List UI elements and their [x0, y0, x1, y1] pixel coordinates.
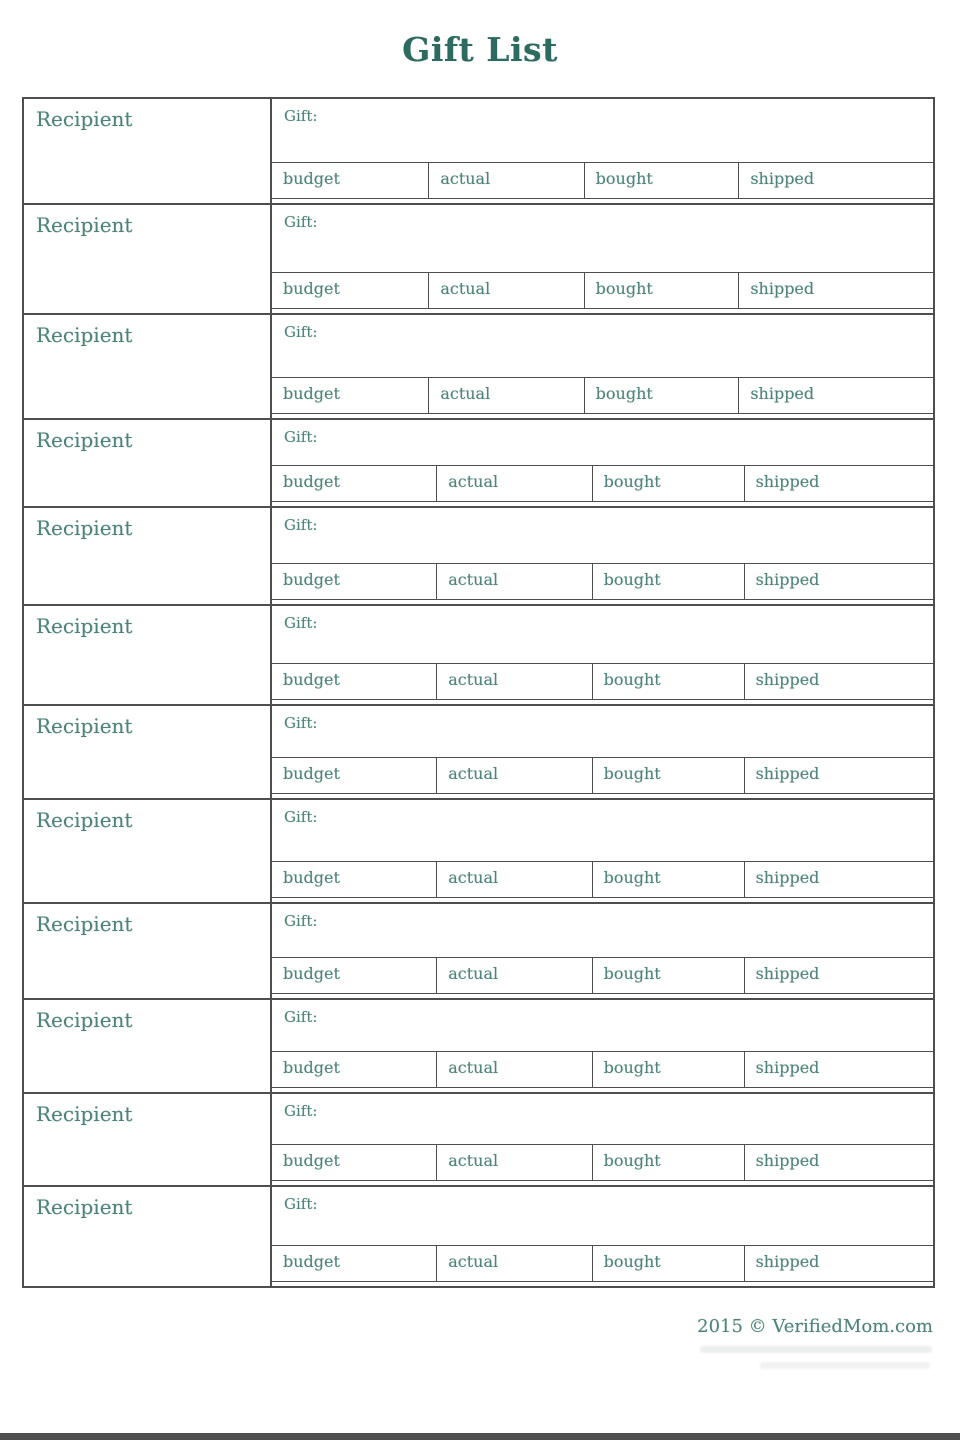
recipient-label: Recipient — [36, 1008, 133, 1032]
actual-label: actual — [448, 670, 499, 689]
subrow — [272, 861, 933, 898]
shipped-cell — [745, 466, 933, 501]
bought-cell — [585, 378, 740, 413]
actual-cell — [437, 758, 592, 793]
shipped-label: shipped — [755, 764, 820, 783]
table-row — [24, 313, 933, 418]
gift-label: Gift: — [284, 1008, 318, 1026]
gift-cell — [272, 606, 933, 663]
gift-label: Gift: — [284, 614, 318, 632]
shipped-cell — [745, 664, 933, 699]
gift-label: Gift: — [284, 323, 318, 341]
table-row — [24, 704, 933, 798]
table-row — [24, 1092, 933, 1185]
shipped-label: shipped — [750, 384, 815, 403]
budget-cell — [272, 958, 437, 993]
bought-label: bought — [595, 169, 653, 188]
recipient-cell — [24, 315, 272, 418]
bought-label: bought — [603, 670, 661, 689]
actual-label: actual — [448, 1058, 499, 1077]
bought-cell — [593, 862, 745, 897]
recipient-label: Recipient — [36, 614, 133, 638]
table-row — [24, 203, 933, 313]
gift-region — [272, 800, 933, 902]
actual-label: actual — [448, 964, 499, 983]
gift-region — [272, 904, 933, 998]
recipient-cell — [24, 904, 272, 998]
table-row — [24, 604, 933, 704]
budget-cell — [272, 466, 437, 501]
gift-region — [272, 508, 933, 604]
bought-cell — [585, 273, 740, 308]
shipped-label: shipped — [755, 670, 820, 689]
footer-ghost-line — [760, 1362, 930, 1369]
actual-cell — [429, 378, 584, 413]
footer-credit: 2015 © VerifiedMom.com — [697, 1316, 933, 1337]
budget-label: budget — [283, 964, 340, 983]
subrow — [272, 1051, 933, 1088]
gift-table — [22, 97, 935, 1288]
shipped-label: shipped — [755, 472, 820, 491]
actual-cell — [437, 1246, 592, 1281]
gift-cell — [272, 1187, 933, 1245]
subrow — [272, 162, 933, 199]
actual-cell — [437, 564, 592, 599]
footer-ghost-line — [700, 1346, 932, 1353]
recipient-cell — [24, 1187, 272, 1286]
gift-region — [272, 1094, 933, 1185]
gift-cell — [272, 508, 933, 563]
budget-label: budget — [283, 570, 340, 589]
gift-label: Gift: — [284, 714, 318, 732]
budget-label: budget — [283, 279, 340, 298]
gift-cell — [272, 800, 933, 861]
recipient-cell — [24, 508, 272, 604]
budget-label: budget — [283, 670, 340, 689]
bought-label: bought — [603, 964, 661, 983]
table-row — [24, 1185, 933, 1286]
shipped-cell — [745, 564, 933, 599]
actual-cell — [437, 664, 592, 699]
bought-cell — [593, 664, 745, 699]
shipped-label: shipped — [755, 964, 820, 983]
recipient-cell — [24, 99, 272, 203]
gift-cell — [272, 904, 933, 957]
actual-cell — [429, 273, 584, 308]
bought-cell — [593, 1145, 745, 1180]
gift-cell — [272, 99, 933, 162]
actual-label: actual — [440, 384, 491, 403]
gift-region — [272, 420, 933, 506]
shipped-cell — [739, 273, 933, 308]
actual-label: actual — [448, 570, 499, 589]
recipient-cell — [24, 1094, 272, 1185]
bought-label: bought — [603, 570, 661, 589]
shipped-label: shipped — [755, 1151, 820, 1170]
bought-cell — [593, 564, 745, 599]
budget-cell — [272, 1246, 437, 1281]
subrow — [272, 563, 933, 600]
subrow — [272, 272, 933, 309]
gift-cell — [272, 1000, 933, 1051]
subrow — [272, 1144, 933, 1181]
budget-label: budget — [283, 1058, 340, 1077]
recipient-label: Recipient — [36, 714, 133, 738]
shipped-label: shipped — [750, 169, 815, 188]
gift-cell — [272, 420, 933, 465]
gift-label: Gift: — [284, 107, 318, 125]
recipient-cell — [24, 800, 272, 902]
actual-label: actual — [448, 764, 499, 783]
recipient-label: Recipient — [36, 1102, 133, 1126]
gift-region — [272, 706, 933, 798]
budget-label: budget — [283, 1151, 340, 1170]
recipient-label: Recipient — [36, 323, 133, 347]
budget-cell — [272, 862, 437, 897]
actual-label: actual — [440, 279, 491, 298]
budget-cell — [272, 758, 437, 793]
gift-region — [272, 99, 933, 203]
gift-region — [272, 1187, 933, 1286]
subrow — [272, 465, 933, 502]
subrow — [272, 757, 933, 794]
gift-label: Gift: — [284, 1195, 318, 1213]
actual-label: actual — [448, 1151, 499, 1170]
recipient-label: Recipient — [36, 808, 133, 832]
budget-label: budget — [283, 472, 340, 491]
subrow — [272, 377, 933, 414]
recipient-cell — [24, 420, 272, 506]
table-row — [24, 418, 933, 506]
recipient-cell — [24, 706, 272, 798]
recipient-label: Recipient — [36, 213, 133, 237]
actual-cell — [437, 1145, 592, 1180]
shipped-label: shipped — [755, 868, 820, 887]
actual-label: actual — [448, 1252, 499, 1271]
budget-cell — [272, 273, 429, 308]
gift-label: Gift: — [284, 912, 318, 930]
gift-label: Gift: — [284, 1102, 318, 1120]
shipped-label: shipped — [755, 1252, 820, 1271]
bought-cell — [593, 466, 745, 501]
gift-region — [272, 205, 933, 313]
budget-cell — [272, 664, 437, 699]
bought-label: bought — [603, 868, 661, 887]
bottom-bar — [0, 1433, 960, 1440]
actual-cell — [437, 466, 592, 501]
gift-label: Gift: — [284, 428, 318, 446]
bought-label: bought — [595, 279, 653, 298]
bought-cell — [593, 758, 745, 793]
bought-label: bought — [603, 472, 661, 491]
budget-cell — [272, 378, 429, 413]
shipped-cell — [745, 958, 933, 993]
gift-cell — [272, 315, 933, 377]
actual-cell — [437, 1052, 592, 1087]
budget-cell — [272, 564, 437, 599]
subrow — [272, 1245, 933, 1282]
budget-label: budget — [283, 384, 340, 403]
bought-cell — [593, 958, 745, 993]
shipped-cell — [739, 163, 933, 198]
bought-cell — [593, 1052, 745, 1087]
gift-region — [272, 606, 933, 704]
shipped-cell — [745, 862, 933, 897]
shipped-cell — [745, 758, 933, 793]
recipient-label: Recipient — [36, 107, 133, 131]
actual-cell — [437, 862, 592, 897]
table-row — [24, 998, 933, 1092]
gift-region — [272, 315, 933, 418]
bought-label: bought — [603, 1252, 661, 1271]
gift-label: Gift: — [284, 213, 318, 231]
actual-cell — [429, 163, 584, 198]
gift-label: Gift: — [284, 808, 318, 826]
actual-label: actual — [448, 472, 499, 491]
gift-cell — [272, 205, 933, 272]
page-title: Gift List — [402, 30, 558, 69]
actual-label: actual — [440, 169, 491, 188]
budget-cell — [272, 1145, 437, 1180]
gift-region — [272, 1000, 933, 1092]
budget-label: budget — [283, 169, 340, 188]
table-row — [24, 902, 933, 998]
shipped-label: shipped — [755, 1058, 820, 1077]
shipped-cell — [739, 378, 933, 413]
actual-label: actual — [448, 868, 499, 887]
bought-cell — [585, 163, 740, 198]
budget-label: budget — [283, 764, 340, 783]
shipped-cell — [745, 1052, 933, 1087]
bought-label: bought — [595, 384, 653, 403]
gift-cell — [272, 706, 933, 757]
table-row — [24, 506, 933, 604]
recipient-cell — [24, 1000, 272, 1092]
shipped-cell — [745, 1145, 933, 1180]
budget-label: budget — [283, 1252, 340, 1271]
subrow — [272, 663, 933, 700]
bought-label: bought — [603, 764, 661, 783]
table-row — [24, 99, 933, 203]
budget-cell — [272, 163, 429, 198]
gift-cell — [272, 1094, 933, 1144]
subrow — [272, 957, 933, 994]
bought-cell — [593, 1246, 745, 1281]
table-row — [24, 798, 933, 902]
recipient-label: Recipient — [36, 516, 133, 540]
shipped-cell — [745, 1246, 933, 1281]
gift-label: Gift: — [284, 516, 318, 534]
recipient-label: Recipient — [36, 1195, 133, 1219]
actual-cell — [437, 958, 592, 993]
budget-label: budget — [283, 868, 340, 887]
recipient-label: Recipient — [36, 912, 133, 936]
budget-cell — [272, 1052, 437, 1087]
shipped-label: shipped — [750, 279, 815, 298]
bought-label: bought — [603, 1151, 661, 1170]
bought-label: bought — [603, 1058, 661, 1077]
recipient-cell — [24, 606, 272, 704]
recipient-label: Recipient — [36, 428, 133, 452]
recipient-cell — [24, 205, 272, 313]
shipped-label: shipped — [755, 570, 820, 589]
